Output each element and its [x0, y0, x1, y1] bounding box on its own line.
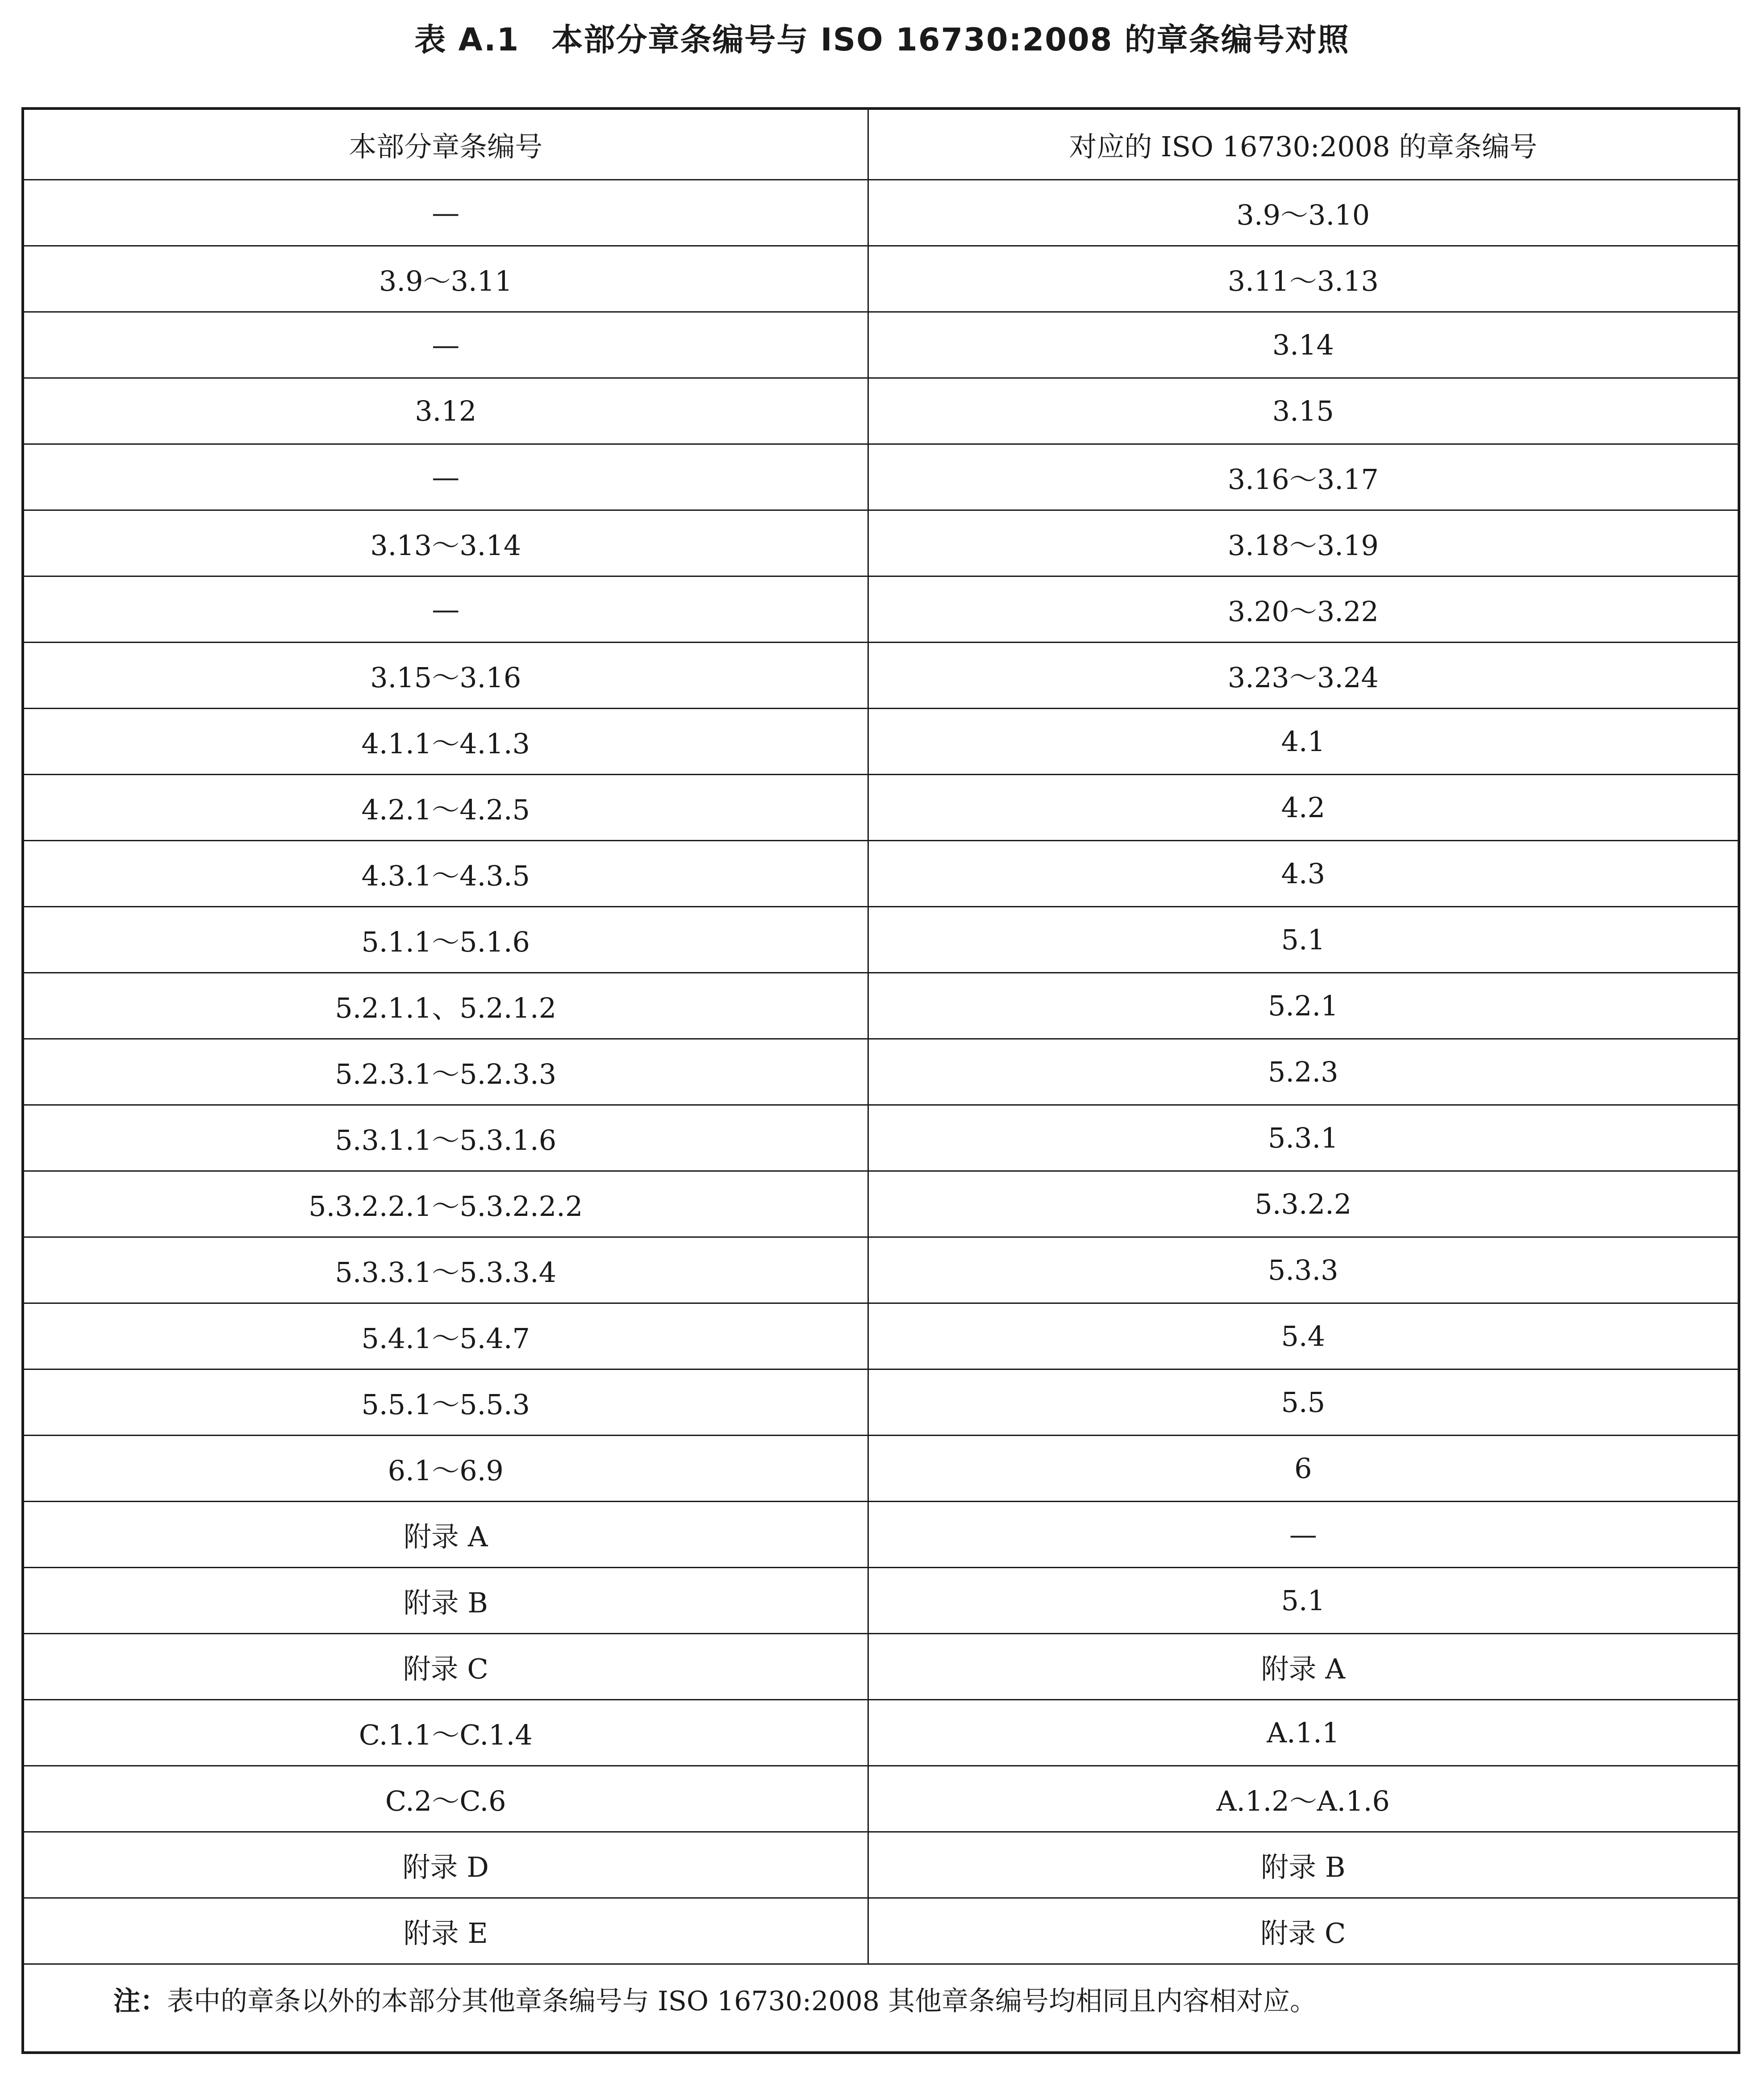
cell-this-part-clause: 5.4.1～5.4.7 — [24, 1303, 868, 1369]
cell-this-part-clause: C.2～C.6 — [24, 1766, 868, 1832]
cell-this-part-clause: — — [24, 444, 868, 510]
cell-this-part-clause: 4.1.1～4.1.3 — [24, 708, 868, 774]
table-row — [24, 708, 1738, 774]
cell-this-part-clause: 附录 C — [24, 1633, 868, 1699]
cell-this-part-clause: 5.3.3.1～5.3.3.4 — [24, 1237, 868, 1303]
cell-iso-clause: A.1.2～A.1.6 — [868, 1766, 1738, 1832]
note-text: 表中的章条以外的本部分其他章条编号与 ISO 16730:2008 其他章条编号均相同且内容相对应。 — [167, 1985, 1317, 2017]
table-row — [24, 642, 1738, 708]
note-row — [24, 1964, 1738, 2033]
table-row — [24, 1832, 1738, 1898]
cell-this-part-clause: — — [24, 180, 868, 246]
cell-iso-clause: 3.16～3.17 — [868, 444, 1738, 510]
table-row — [24, 312, 1738, 378]
table-row — [24, 1237, 1738, 1303]
cell-iso-clause: 5.3.3 — [868, 1237, 1738, 1303]
cell-iso-clause: 5.2.3 — [868, 1039, 1738, 1105]
cell-this-part-clause: 3.15～3.16 — [24, 642, 868, 708]
table-row — [24, 1766, 1738, 1832]
table-row — [24, 1039, 1738, 1105]
note-prefix: 注： — [113, 1985, 167, 2017]
table-row — [24, 774, 1738, 840]
cell-iso-clause: — — [868, 1501, 1738, 1567]
cell-iso-clause: 3.15 — [868, 378, 1738, 444]
clause-mapping-table — [21, 107, 1740, 2054]
cell-iso-clause: 5.5 — [868, 1369, 1738, 1435]
table-row — [24, 1567, 1738, 1633]
cell-iso-clause: 5.2.1 — [868, 973, 1738, 1039]
cell-this-part-clause: 5.2.3.1～5.2.3.3 — [24, 1039, 868, 1105]
cell-this-part-clause: 附录 B — [24, 1567, 868, 1633]
cell-this-part-clause: 5.2.1.1、5.2.1.2 — [24, 973, 868, 1039]
table-row — [24, 1898, 1738, 1964]
cell-this-part-clause: C.1.1～C.1.4 — [24, 1699, 868, 1766]
cell-iso-clause: 附录 B — [868, 1832, 1738, 1898]
table-row — [24, 1633, 1738, 1699]
cell-this-part-clause: 附录 E — [24, 1898, 868, 1964]
header-row — [24, 110, 1738, 180]
cell-iso-clause: 4.2 — [868, 774, 1738, 840]
table-row — [24, 1501, 1738, 1567]
cell-iso-clause: 附录 C — [868, 1898, 1738, 1964]
cell-this-part-clause: 5.3.1.1～5.3.1.6 — [24, 1105, 868, 1171]
table-row — [24, 444, 1738, 510]
cell-this-part-clause: 5.3.2.2.1～5.3.2.2.2 — [24, 1171, 868, 1237]
cell-this-part-clause: 3.13～3.14 — [24, 510, 868, 576]
cell-iso-clause: 5.3.1 — [868, 1105, 1738, 1171]
table-row — [24, 1369, 1738, 1435]
cell-iso-clause: 4.3 — [868, 840, 1738, 906]
cell-this-part-clause: — — [24, 576, 868, 642]
cell-this-part-clause: 5.5.1～5.5.3 — [24, 1369, 868, 1435]
table-row — [24, 1303, 1738, 1369]
table-row — [24, 840, 1738, 906]
table-row — [24, 1171, 1738, 1237]
cell-iso-clause: 3.11～3.13 — [868, 246, 1738, 312]
cell-iso-clause: 5.3.2.2 — [868, 1171, 1738, 1237]
cell-this-part-clause: 附录 A — [24, 1501, 868, 1567]
cell-iso-clause: A.1.1 — [868, 1699, 1738, 1766]
cell-this-part-clause: 5.1.1～5.1.6 — [24, 906, 868, 973]
cell-iso-clause: 5.4 — [868, 1303, 1738, 1369]
cell-this-part-clause: 3.9～3.11 — [24, 246, 868, 312]
cell-iso-clause: 3.18～3.19 — [868, 510, 1738, 576]
cell-iso-clause: 3.23～3.24 — [868, 642, 1738, 708]
table-row — [24, 180, 1738, 246]
table-title: 表 A.1 本部分章条编号与 ISO 16730:2008 的章条编号对照 — [414, 21, 1350, 58]
note-cell — [24, 1964, 1738, 2033]
table-row — [24, 246, 1738, 312]
cell-iso-clause: 3.9～3.10 — [868, 180, 1738, 246]
cell-iso-clause: 3.14 — [868, 312, 1738, 378]
column-header-this-part: 本部分章条编号 — [24, 110, 868, 180]
cell-this-part-clause: 3.12 — [24, 378, 868, 444]
table-row — [24, 1435, 1738, 1501]
table-row — [24, 576, 1738, 642]
table-row — [24, 906, 1738, 973]
cell-this-part-clause: 4.3.1～4.3.5 — [24, 840, 868, 906]
table-row — [24, 1699, 1738, 1766]
cell-this-part-clause: 6.1～6.9 — [24, 1435, 868, 1501]
table-row — [24, 1105, 1738, 1171]
cell-iso-clause: 6 — [868, 1435, 1738, 1501]
cell-iso-clause: 3.20～3.22 — [868, 576, 1738, 642]
cell-iso-clause: 附录 A — [868, 1633, 1738, 1699]
cell-iso-clause: 4.1 — [868, 708, 1738, 774]
cell-iso-clause: 5.1 — [868, 906, 1738, 973]
cell-this-part-clause: 附录 D — [24, 1832, 868, 1898]
cell-this-part-clause: 4.2.1～4.2.5 — [24, 774, 868, 840]
cell-this-part-clause: — — [24, 312, 868, 378]
table-row — [24, 510, 1738, 576]
table-row — [24, 973, 1738, 1039]
cell-iso-clause: 5.1 — [868, 1567, 1738, 1633]
column-header-iso: 对应的 ISO 16730:2008 的章条编号 — [868, 110, 1738, 180]
table-row — [24, 378, 1738, 444]
